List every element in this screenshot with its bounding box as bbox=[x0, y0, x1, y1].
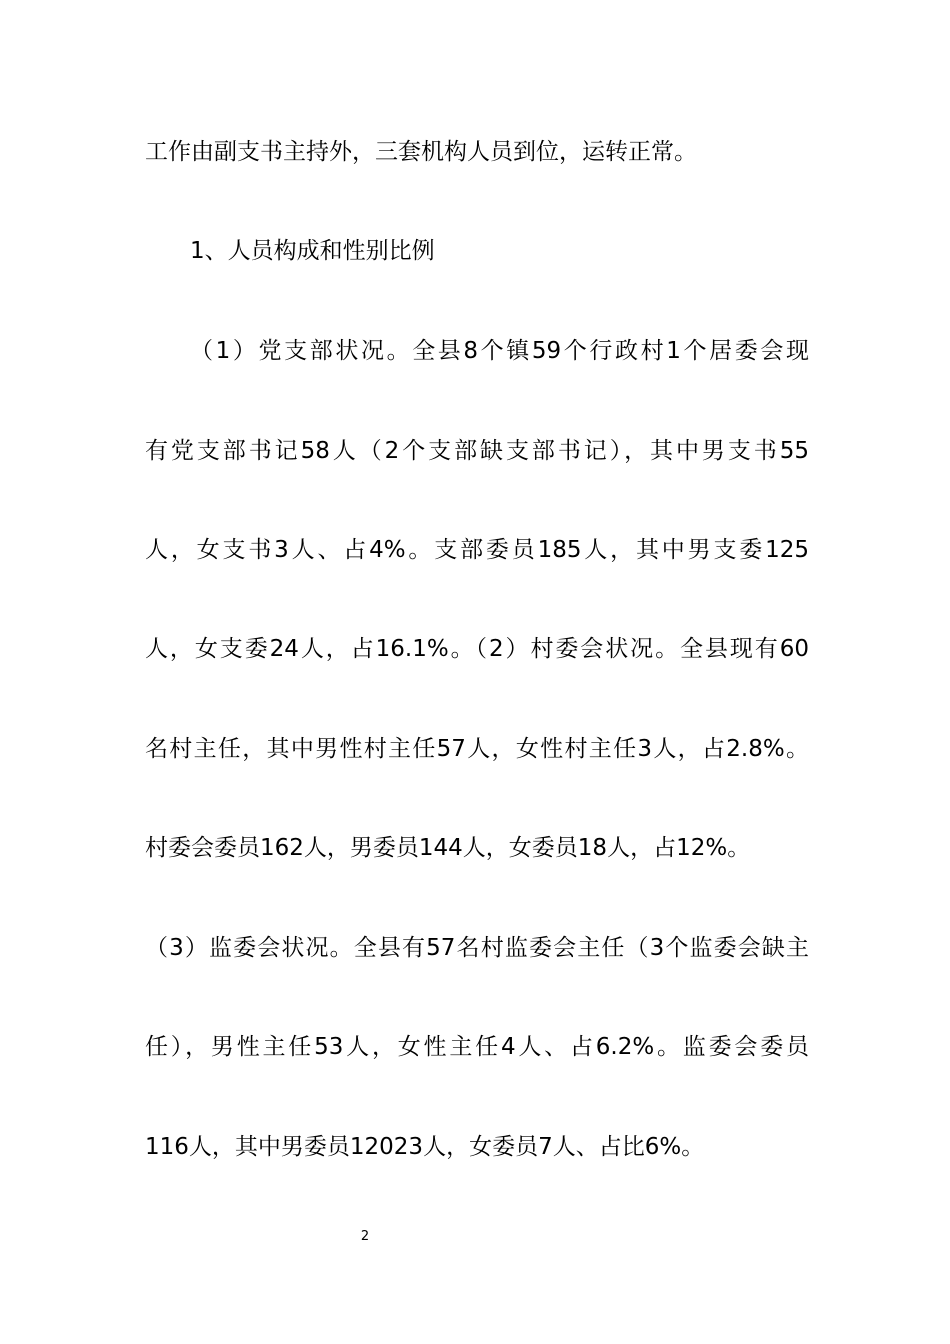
section-heading: 1、人员构成和性别比例 bbox=[190, 238, 435, 264]
text-line-10: 任），男性主任53人，女性主任4人、占6.2%。监委会委员 bbox=[145, 1034, 809, 1060]
text-line-7: 名村主任，其中男性村主任57人，女性村主任3人，占2.8%。 bbox=[145, 736, 809, 762]
text-line-5: 人，女支书3人、占4%。支部委员185人，其中男支委125 bbox=[145, 537, 809, 563]
text-line-8: 村委会委员162人，男委员144人，女委员18人，占12%。 bbox=[145, 835, 751, 861]
text-line-11: 116人，其中男委员12023人，女委员7人、占比6%。 bbox=[145, 1134, 705, 1160]
text-line-3: （1）党支部状况。全县8个镇59个行政村1个居委会现 bbox=[190, 338, 809, 364]
text-line-4: 有党支部书记58人（2个支部缺支部书记），其中男支书55 bbox=[145, 438, 809, 464]
text-line-1: 工作由副支书主持外，三套机构人员到位，运转正常。 bbox=[145, 139, 697, 165]
page-number: 2 bbox=[360, 1229, 370, 1244]
text-line-6: 人，女支委24人，占16.1%。（2）村委会状况。全县现有60 bbox=[145, 636, 809, 662]
text-line-9: （3）监委会状况。全县有57名村监委会主任（3个监委会缺主 bbox=[145, 935, 809, 961]
